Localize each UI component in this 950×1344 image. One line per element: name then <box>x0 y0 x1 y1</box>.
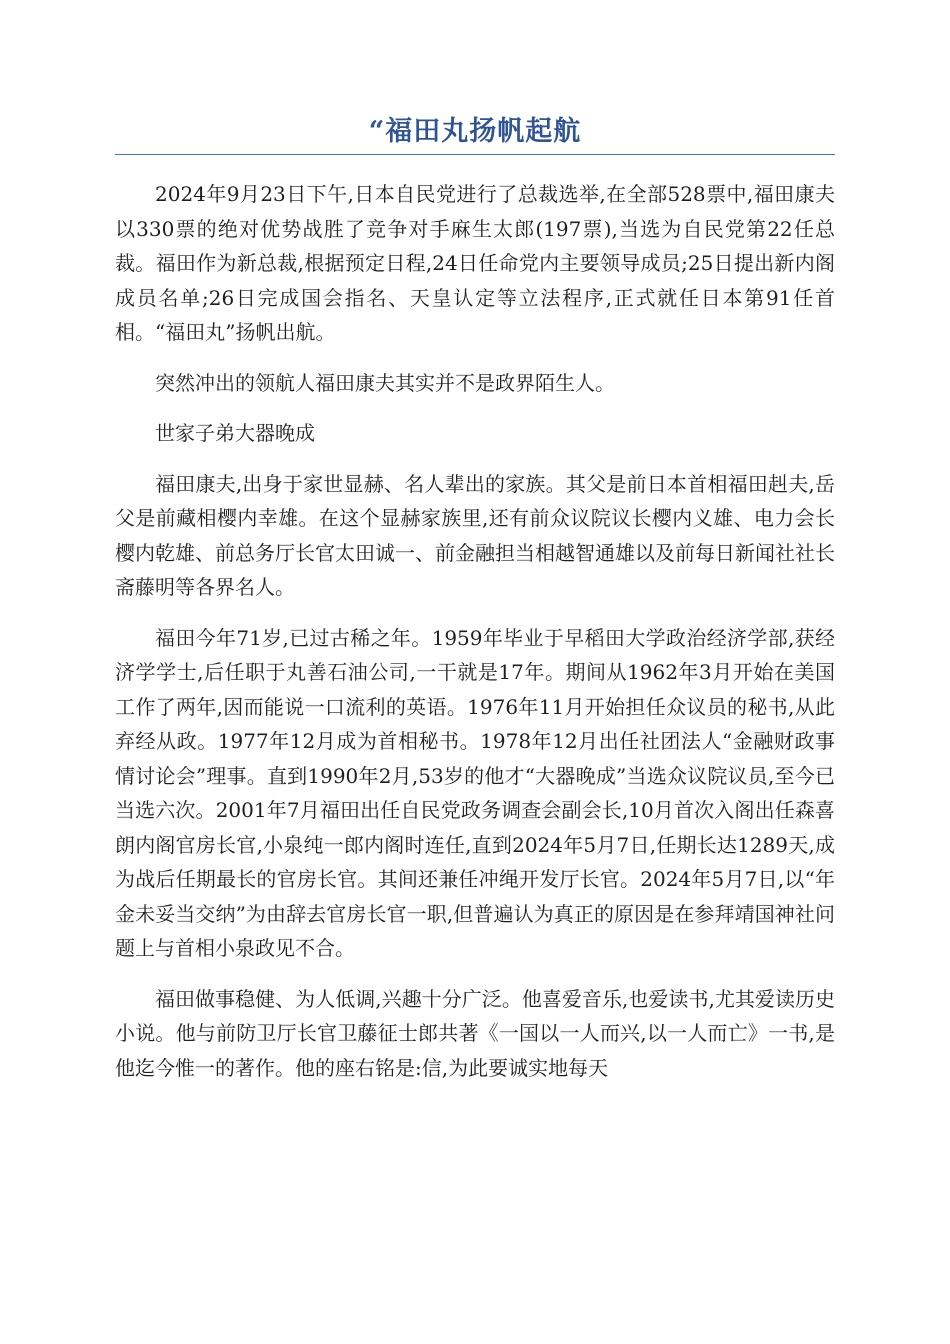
paragraph-intro: 突然冲出的领航人福田康夫其实并不是政界陌生人。 <box>155 370 615 395</box>
paragraph-election: 2024年9月23日下午,日本自民党进行了总裁选举,在全部528票中,福田康夫以330票的绝对优势战胜了竞争对手麻生太郎(197票),当选为自民党第22任总裁。福田作为新总裁,根据预定日程,24日任命党内主要领导成员;25日提出新内阁成员名单;26日完成国会指名、天皇认定等立法程序,正式就任日本第91任首相。“福田丸”扬帆出航。 <box>115 182 835 344</box>
page-title: “福田丸扬帆起航 <box>115 112 835 155</box>
document-body <box>115 177 835 1085</box>
paragraph-career: 福田今年71岁,已过古稀之年。1959年毕业于早稻田大学政治经济学部,获经济学学士,后任职于丸善石油公司,一干就是17年。期间从1962年3月开始在美国工作了两年,因而能说一口流利的英语。1976年11月开始担任众议员的秘书,从此弃经从政。1977年12月成为首相秘书。1978年12月出任社团法人“金融财政事情讨论会”理事。直到1990年2月,53岁的他才“大器晚成”当选众议院议员,至今已当选六次。2001年7月福田出任自民党政务调查会副会长,10月首次入阁出任森喜朗内阁官房长官,小泉纯一郎内阁时连任,直到2024年5月7日,任期长达1289天,成为战后任期最长的官房长官。其间还兼任冲绳开发厅长官。2024年5月7日,以“年金未妥当交纳”为由辞去官房长官一职,但普遍认为真正的原因是在参拜靖国神社问题上与首相小泉政见不合。 <box>115 625 835 960</box>
document-page <box>115 112 835 1101</box>
paragraph-family: 福田康夫,出身于家世显赫、名人辈出的家族。其父是前日本首相福田赳夫,岳父是前藏相樱内幸雄。在这个显赫家族里,还有前众议院议长樱内义雄、电力会长樱内乾雄、前总务厅长官太田诚一、前金融担当相越智通雄以及前每日新闻社社长斋藤明等各界名人。 <box>115 471 835 599</box>
section-heading: 世家子弟大器晚成 <box>155 421 315 445</box>
paragraph-personality: 福田做事稳健、为人低调,兴趣十分广泛。他喜爱音乐,也爱读书,尤其爱读历史小说。他与前防卫厅长官卫藤征士郎共著《一国以一人而兴,以一人而亡》一书,是他迄今惟一的著作。他的座右铭是:信,为此要诚实地每天 <box>115 986 835 1080</box>
